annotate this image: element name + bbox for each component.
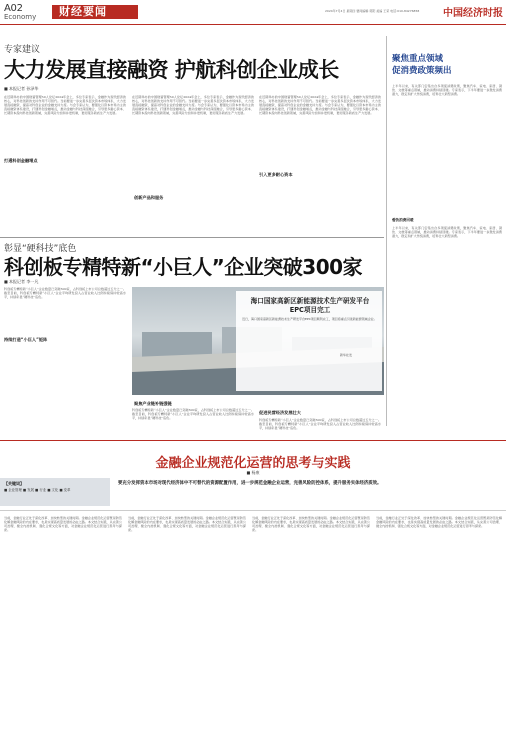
section-label: Economy (4, 13, 37, 21)
keywords-label: 【关键词】 (4, 481, 24, 486)
section-divider (0, 510, 506, 511)
page-number: A02 (4, 3, 23, 14)
sidebar-body: 上半年以来，有关部门密集出台多项促消费政策，聚焦汽车、家电、家居、餐饮、文旅等重点领域，推动消费持续回暖。专家表示，下半年要进一步激发消费潜力，稳定和扩大传统消费，培育壮大新型消费。 (392, 226, 502, 239)
article2-subhead: 促进民营经济发展壮大 (259, 410, 301, 415)
photo-title: 海口国家高新区新能源技术生产研发平台 (250, 297, 370, 305)
date-line: 2024年7月4日 星期四 要闻编辑 郭阳 美编 王荣 电话:010-84276858 (325, 9, 420, 13)
photo-credit: 新华社发 (340, 353, 353, 357)
section-divider (0, 440, 506, 441)
article3-body: 当前，金融行业正处于深化改革、加快转型的关键时期。金融企业规范化运营既是防范化解金融风险的内在要求，也是实现高质量发展的必由之路。本文结合实践，从完善公司治理、健全内控机制、强化合规文化等方面，对金融企业规范化运营进行思考与探索。 (376, 516, 502, 529)
photo-caption-box (236, 291, 382, 391)
column-divider (386, 36, 387, 426)
article3-body: 当前，金融行业正处于深化改革、加快转型的关键时期。金融企业规范化运营既是防范化解金融风险的内在要求，也是实现高质量发展的必由之路。本文结合实践，从完善公司治理、健全内控机制、强化合规文化等方面，对金融企业规范化运营进行思考与探索。 (252, 516, 370, 533)
article3-body: 当前，金融行业正处于深化改革、加快转型的关键时期。金融企业规范化运营既是防范化解金融风险的内在要求，也是实现高质量发展的必由之路。本文结合实践，从完善公司治理、健全内控机制、强化合规文化等方面，对金融企业规范化运营进行思考与探索。 (4, 516, 122, 533)
article3-headline: 金融企业规范化运营的思考与实践 (155, 456, 351, 471)
sidebar-headline: 聚焦重点领域 (392, 54, 444, 64)
article1-subhead: 创新产品和服务 (134, 195, 164, 200)
keywords-list: ■ 企业管理 ■ 发展 ■ 行业 ■ 文化 ■ 变革 (4, 488, 71, 492)
article2-subhead: 聚焦产业链补链强链 (134, 401, 172, 406)
article1-body: 在近期举办的中国财富管理50人论坛2024年会上，多位专家表示，金融作为现代经济的核心，对科技创新的支持作用不可替代。当前要进一步完善多层次资本市场体系，大力发展直接融资，提高对科创企业的金融支持力度。与会专家认为，要强化以资本市场为主的直接融资体系建设，打通科创金融堵点，推动金融与科技深度融合，引导更多耐心资本、长期资本投向科技创新领域，完善风险分担和补偿机制，更好服务新质生产力发展。 (132, 95, 254, 116)
sidebar-headline: 促消费政策频出 (392, 66, 452, 76)
article1-subhead: 打通科创金融堵点 (4, 158, 38, 163)
sidebar-subhead: 餐饮消费回暖 (392, 218, 414, 222)
article1-body: 在近期举办的中国财富管理50人论坛2024年会上，多位专家表示，金融作为现代经济的核心，对科技创新的支持作用不可替代。当前要进一步完善多层次资本市场体系，大力发展直接融资，提高对科创企业的金融支持力度。与会专家认为，要强化以资本市场为主的直接融资体系建设，打通科创金融堵点，推动金融与科技深度融合，引导更多耐心资本、长期资本投向科技创新领域，完善风险分担和补偿机制，更好服务新质生产力发展。 (4, 95, 126, 116)
section-tag: 财经要闻 (52, 5, 138, 19)
photo-caption: 近日，海口国家高新区新能源技术生产研发平台EPC项目顺利完工，项目将重点引进新能源领域企业。 (242, 317, 377, 321)
page-header (0, 0, 506, 24)
section-divider (0, 237, 384, 238)
article2-body: 科创板专精特新“小巨人”企业数量已突破300家，占科创板上市公司总数超过五分之一。截至目前，科创板专精特新“小巨人”企业平均研发投入占营业收入比例持续保持较高水平，持续彰显“硬科技”底色。 (132, 408, 254, 421)
article3-body: 当前，金融行业正处于深化改革、加快转型的关键时期。金融企业规范化运营既是防范化解金融风险的内在要求，也是实现高质量发展的必由之路。本文结合实践，从完善公司治理、健全内控机制、强化合规文化等方面，对金融企业规范化运营进行思考与探索。 (128, 516, 246, 533)
article3-summary: 要充分发挥资本市场对现代经济体中不可替代的资源配置作用，进一步规范金融企业运营，完善风险防控体系，提升服务实体经济质效。 (118, 481, 382, 486)
article2-byline: ■ 本报记者 李一凡 (4, 279, 39, 284)
article1-kicker: 专家建议 (4, 45, 41, 55)
photo-title: EPC项目完工 (289, 306, 331, 314)
header-rule (0, 24, 506, 25)
article2-kicker: 彰显“硬科技”底色 (4, 244, 77, 254)
article1-headline: 大力发展直接融资 护航科创企业成长 (4, 58, 339, 82)
article2-headline: 科创板专精特新“小巨人”企业突破300家 (4, 255, 363, 279)
article2-body: 科创板专精特新“小巨人”企业数量已突破300家，占科创板上市公司总数超过五分之一。截至目前，科创板专精特新“小巨人”企业平均研发投入占营业收入比例持续保持较高水平，持续彰显“硬科技”底色。 (259, 418, 381, 431)
article2-body: 科创板专精特新“小巨人”企业数量已突破300家，占科创板上市公司总数超过五分之一。截至目前，科创板专精特新“小巨人”企业平均研发投入占营业收入比例持续保持较高水平，持续彰显“硬科技”底色。 (4, 287, 126, 300)
keywords-box (0, 478, 110, 506)
article3-byline: ■ 杨康 (246, 470, 260, 475)
news-photo (132, 287, 384, 395)
masthead-logo: 中国经济时报 (443, 8, 503, 19)
article2-subhead: 持续打造“小巨人”矩阵 (4, 337, 48, 342)
article1-subhead: 引入更多耐心资本 (259, 172, 293, 177)
article1-byline: ■ 本报记者 孙泽华 (4, 86, 39, 91)
article1-body: 在近期举办的中国财富管理50人论坛2024年会上，多位专家表示，金融作为现代经济的核心，对科技创新的支持作用不可替代。当前要进一步完善多层次资本市场体系，大力发展直接融资，提高对科创企业的金融支持力度。与会专家认为，要强化以资本市场为主的直接融资体系建设，打通科创金融堵点，推动金融与科技深度融合，引导更多耐心资本、长期资本投向科技创新领域，完善风险分担和补偿机制，更好服务新质生产力发展。 (259, 95, 381, 116)
sidebar-body: 上半年以来，有关部门密集出台多项促消费政策，聚焦汽车、家电、家居、餐饮、文旅等重点领域，推动消费持续回暖。专家表示，下半年要进一步激发消费潜力，稳定和扩大传统消费，培育壮大新型消费。 (392, 84, 502, 97)
